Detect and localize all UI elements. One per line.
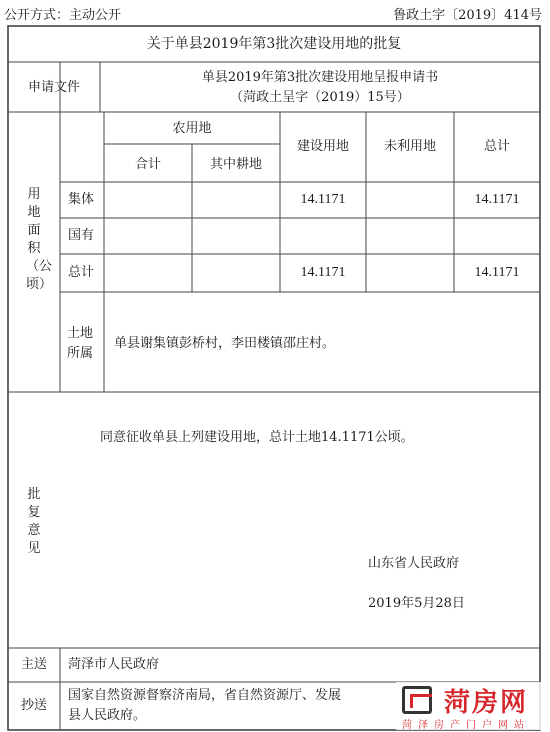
- construction-value: 14.1171: [300, 265, 346, 280]
- application-label: 申请文件: [27, 80, 80, 95]
- watermark-logo: [396, 682, 548, 730]
- ownership-label: 土地所属: [67, 326, 94, 361]
- disclosure-method: 公开方式：主动公开: [4, 8, 122, 23]
- land-area-label: 用地面积（公顷）: [26, 187, 53, 292]
- watermark-tagline: 菏泽房产门户网站: [402, 720, 530, 731]
- arable-header: 其中耕地: [209, 157, 262, 172]
- total-header: 总计: [483, 139, 510, 154]
- main-recipient-value: 菏泽市人民政府: [68, 657, 160, 672]
- cc-line2: 县人民政府。: [68, 708, 147, 723]
- document-number: 鲁政土字〔2019〕414号: [393, 8, 542, 23]
- unused-header: 未利用地: [383, 139, 436, 154]
- farmland-header: 农用地: [172, 121, 212, 136]
- row-label: 集体: [68, 192, 95, 207]
- approval-label: 批复意见: [27, 487, 41, 556]
- application-line1: 单县2019年第3批次建设用地呈报申请书: [201, 70, 439, 85]
- subtotal-header: 合计: [134, 157, 161, 172]
- row-label: 总计: [68, 265, 95, 280]
- document-title: 关于单县2019年第3批次建设用地的批复: [146, 36, 402, 52]
- main-recipient-label: 主送: [20, 657, 47, 672]
- cc-line1: 国家自然资源督察济南局，省自然资源厅、发展: [68, 688, 342, 703]
- watermark-brand: 菏房网: [444, 688, 529, 718]
- total-value: 14.1171: [474, 265, 520, 280]
- row-label: 国有: [68, 228, 95, 243]
- approval-date: 2019年5月28日: [368, 596, 465, 611]
- ownership-value: 单县谢集镇彭桥村，李田楼镇邵庄村。: [114, 336, 336, 351]
- issuer: 山东省人民政府: [368, 556, 460, 571]
- application-line2: （菏政土呈字（2019）15号）: [230, 90, 410, 105]
- total-value: 14.1171: [474, 192, 520, 207]
- cc-label: 抄送: [20, 698, 47, 713]
- construction-header: 建设用地: [296, 139, 349, 154]
- construction-value: 14.1171: [300, 192, 346, 207]
- approval-text: 同意征收单县上列建设用地，总计土地14.1171公顷。: [100, 430, 414, 445]
